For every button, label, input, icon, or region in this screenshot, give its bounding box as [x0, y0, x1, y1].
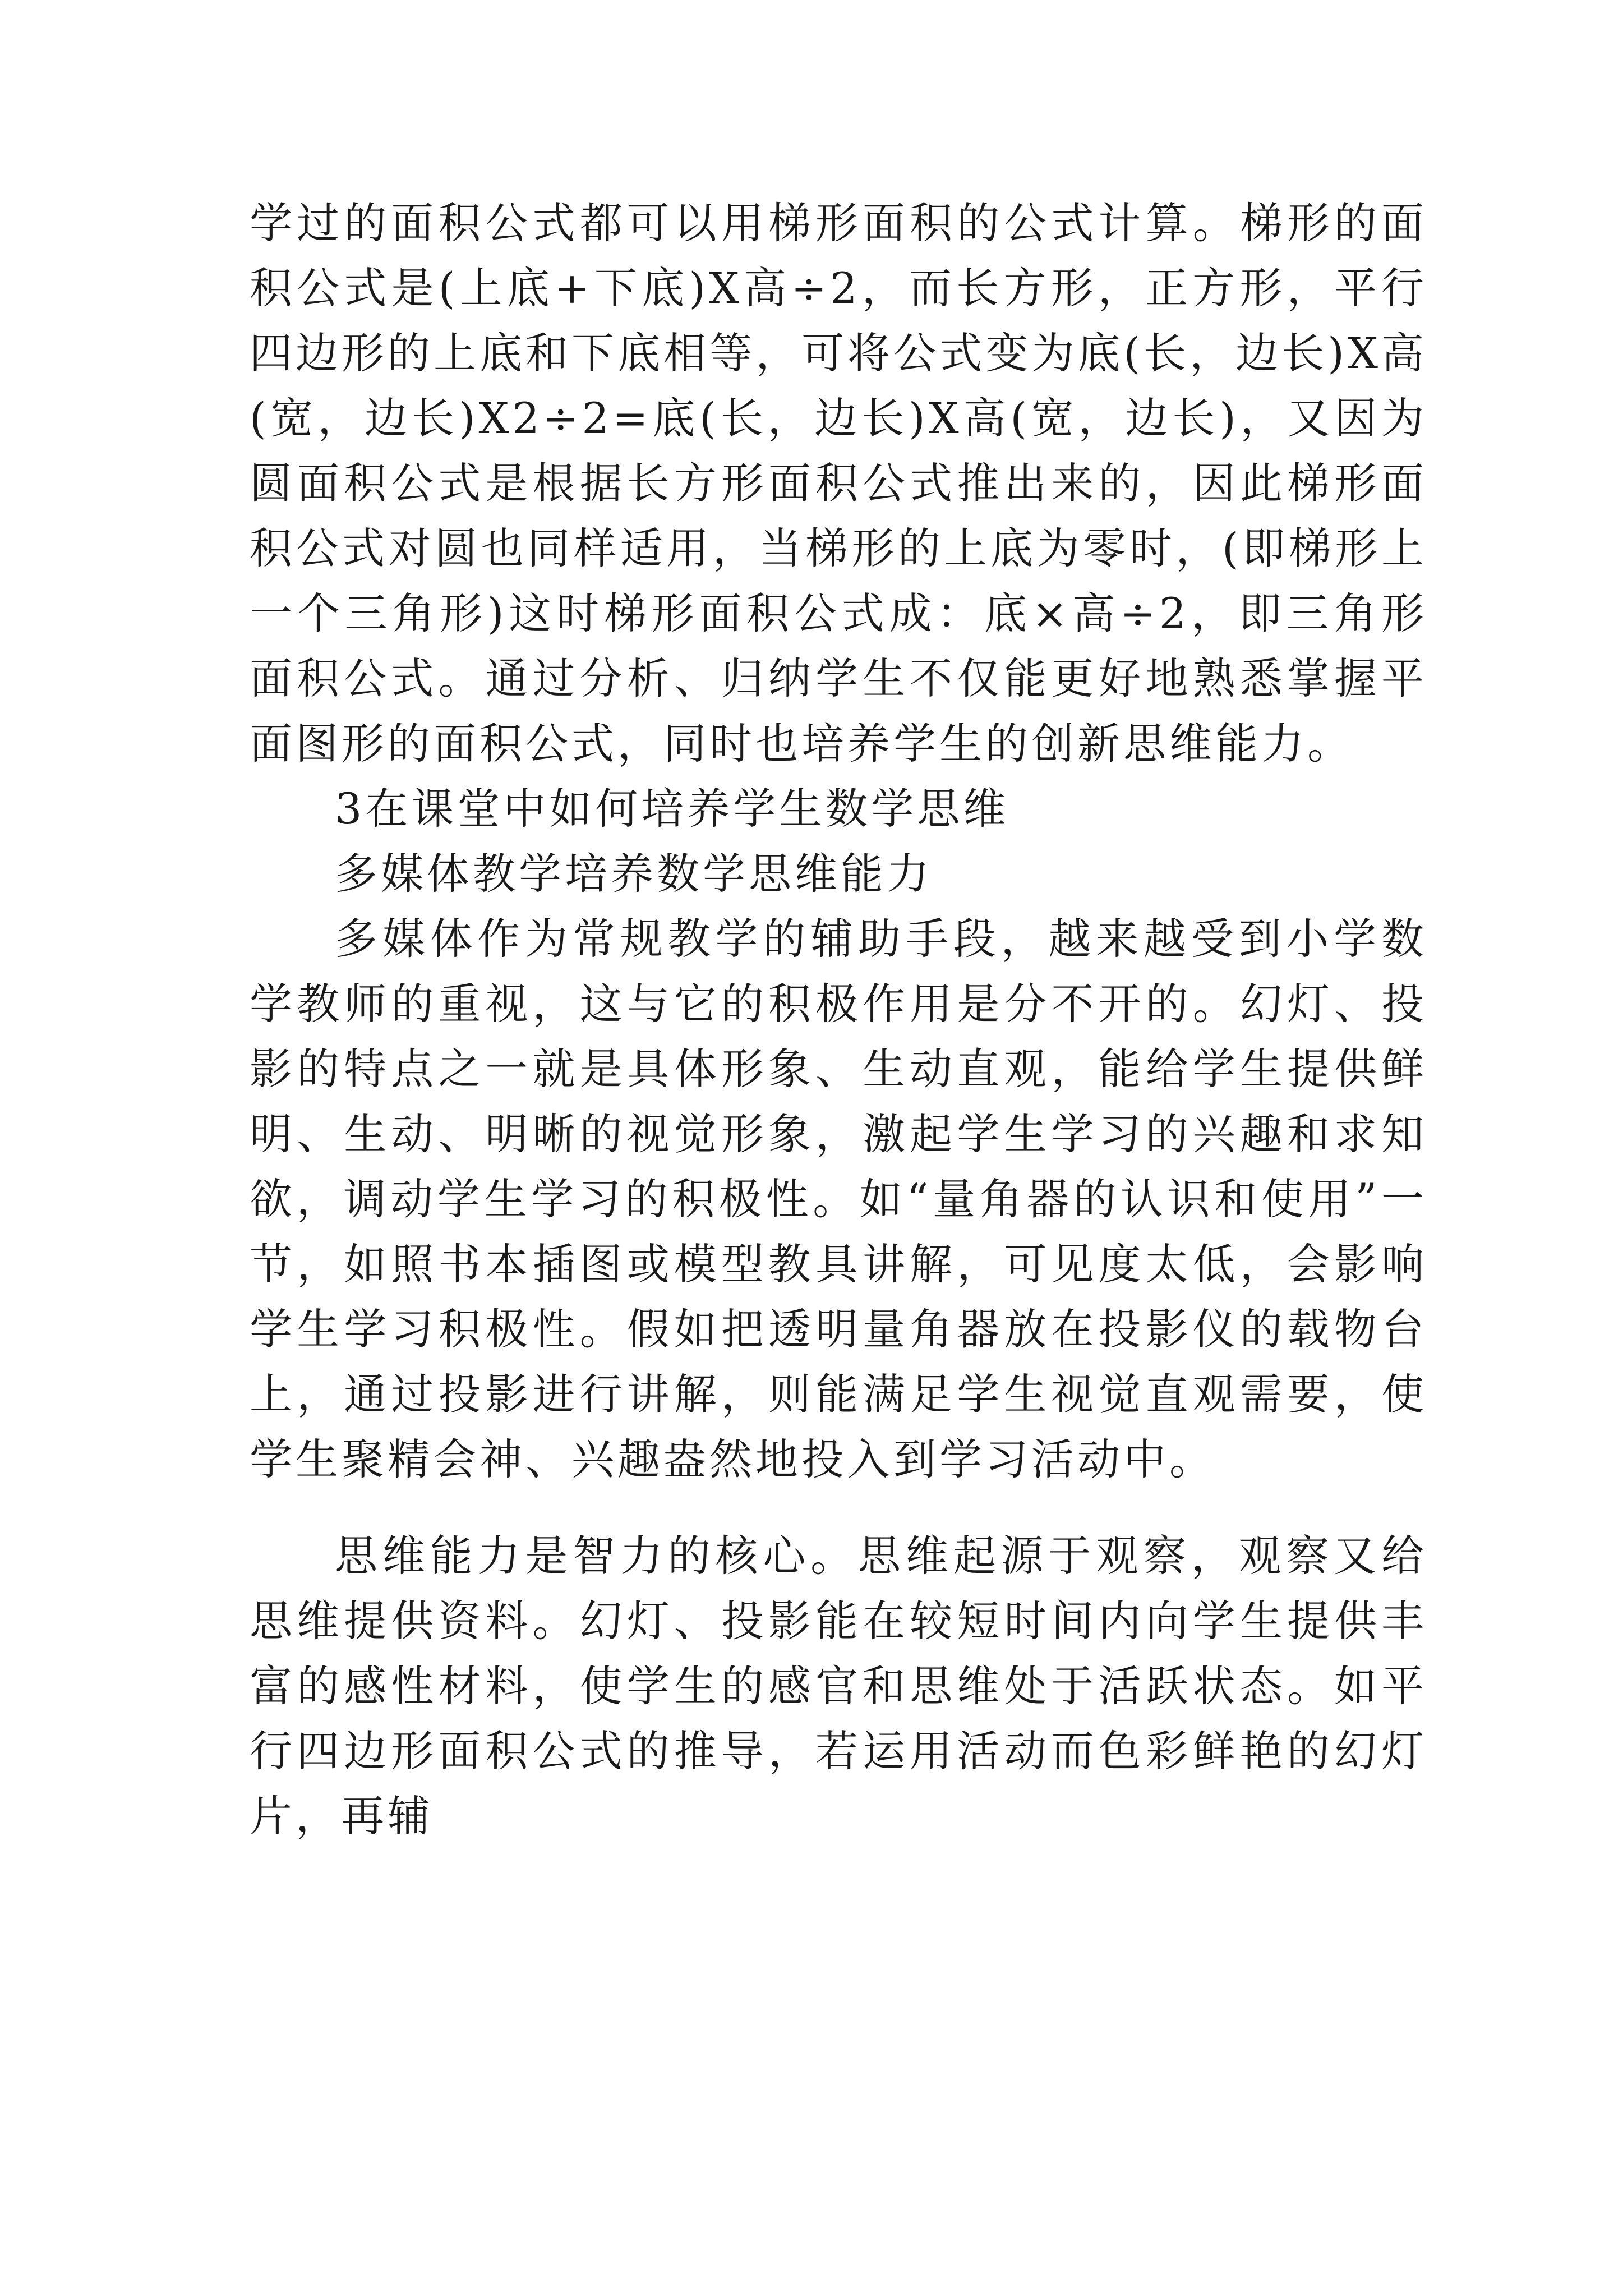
- paragraph-area-formulas: 学过的面积公式都可以用梯形面积的公式计算。梯形的面积公式是(上底+下底)X高÷2，而长方形，正方形，平行四边形的上底和下底相等，可将公式变为底(长，边长)X高(宽，边长)X2÷2=底(长，边长)X高(宽，边长)，又因为圆面积公式是根据长方形面积公式推出来的，因此梯形面积公式对圆也同样适用，当梯形的上底为零时，(即梯形上一个三角形)这时梯形面积公式成：底×高÷2，即三角形面积公式。通过分析、归纳学生不仅能更好地熟悉掌握平面图形的面积公式，同时也培养学生的创新思维能力。: [250, 198, 1427, 769]
- document-body: [250, 191, 1427, 1849]
- subsection-heading: 多媒体教学培养数学思维能力: [335, 849, 933, 899]
- paragraph-thinking-ability: 思维能力是智力的核心。思维起源于观察，观察又给思维提供资料。幻灯、投影能在较短时间内向学生提供丰富的感性材料，使学生的感官和思维处于活跃状态。如平行四边形面积公式的推导，若运用活动而色彩鲜艳的幻灯片，再辅: [250, 1531, 1427, 1841]
- paragraph-gap: [250, 1492, 1427, 1524]
- section-heading: 3在课堂中如何培养学生数学思维: [335, 784, 1009, 834]
- paragraph-multimedia: 多媒体作为常规教学的辅助手段，越来越受到小学数学教师的重视，这与它的积极作用是分不开的。幻灯、投影的特点之一就是具体形象、生动直观，能给学生提供鲜明、生动、明晰的视觉形象，激起学生学习的兴趣和求知欲，调动学生学习的积极性。如“量角器的认识和使用”一节，如照书本插图或模型教具讲解，可见度太低，会影响学生学习积极性。假如把透明量角器放在投影仪的载物台上，通过投影进行讲解，则能满足学生视觉直观需要，使学生聚精会神、兴趣盎然地投入到学习活动中。: [250, 914, 1427, 1484]
